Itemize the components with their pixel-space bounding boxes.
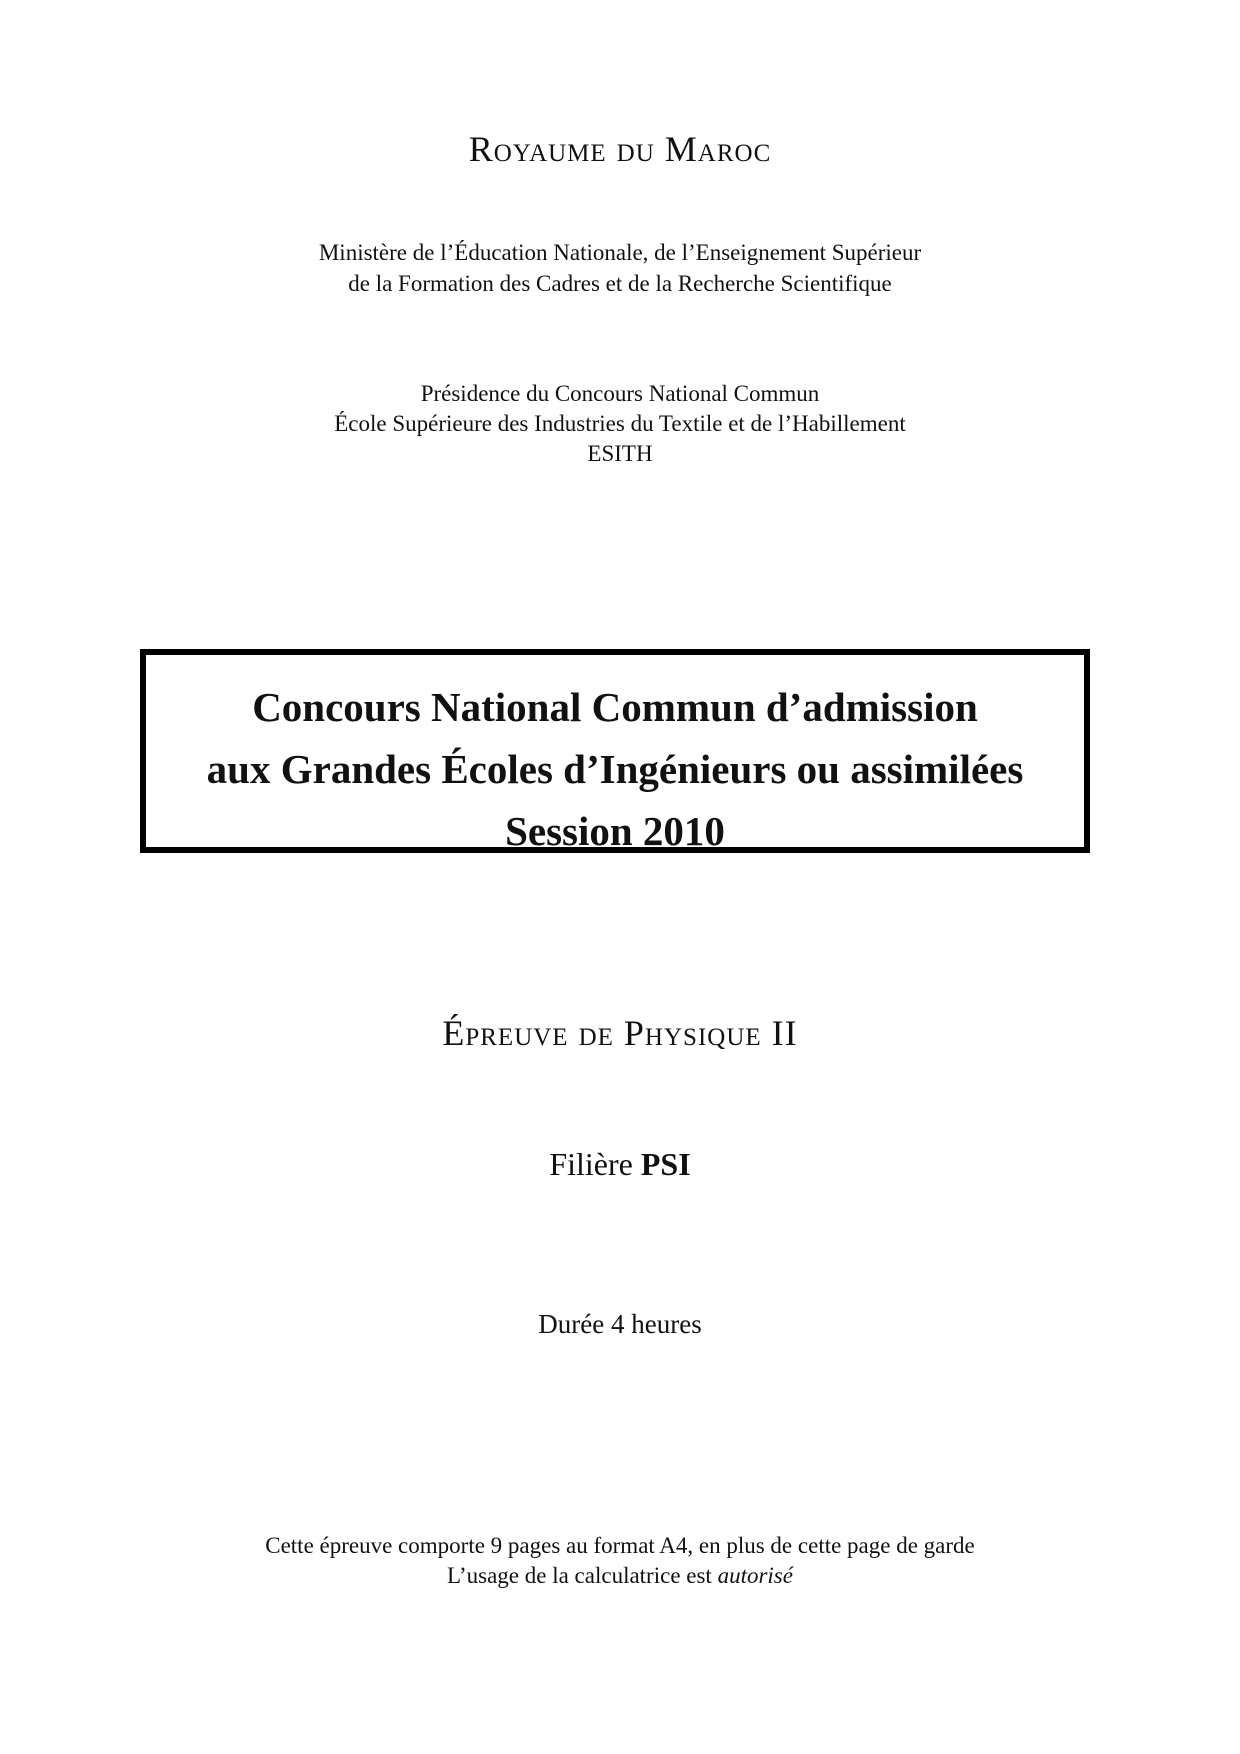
kingdom-heading: Royaume du Maroc (468, 129, 772, 169)
contest-title-line-1: Concours National Commun d’admission (252, 684, 978, 730)
calculator-note-text: L’usage de la calculatrice est (447, 1563, 712, 1588)
filiere-line (0, 1146, 1240, 1183)
calculator-authorized: autorisé (717, 1563, 793, 1588)
ministry-line-2: de la Formation des Cadres et de la Recherche Scientifique (348, 271, 892, 296)
filiere-value: PSI (640, 1146, 691, 1182)
contest-title-box (140, 649, 1090, 853)
exam-duration: Durée 4 heures (538, 1309, 702, 1339)
contest-title-line-2: aux Grandes Écoles d’Ingénieurs ou assimilées (206, 746, 1024, 792)
page-count-note: Cette épreuve comporte 9 pages au format A4, en plus de cette page de garde (265, 1533, 975, 1558)
calculator-note (0, 1563, 1240, 1589)
exam-subject: Épreuve de Physique II (442, 1013, 798, 1053)
session-year: Session 2010 (505, 808, 725, 854)
presidency-line-1: Présidence du Concours National Commun (420, 381, 820, 406)
filiere-label: Filière (549, 1146, 633, 1182)
ministry-line-1: Ministère de l’Éducation Nationale, de l’Enseignement Supérieur (318, 240, 922, 265)
presidency-line-3: ESITH (587, 441, 653, 466)
presidency-line-2: École Supérieure des Industries du Textile et de l’Habillement (334, 411, 906, 436)
